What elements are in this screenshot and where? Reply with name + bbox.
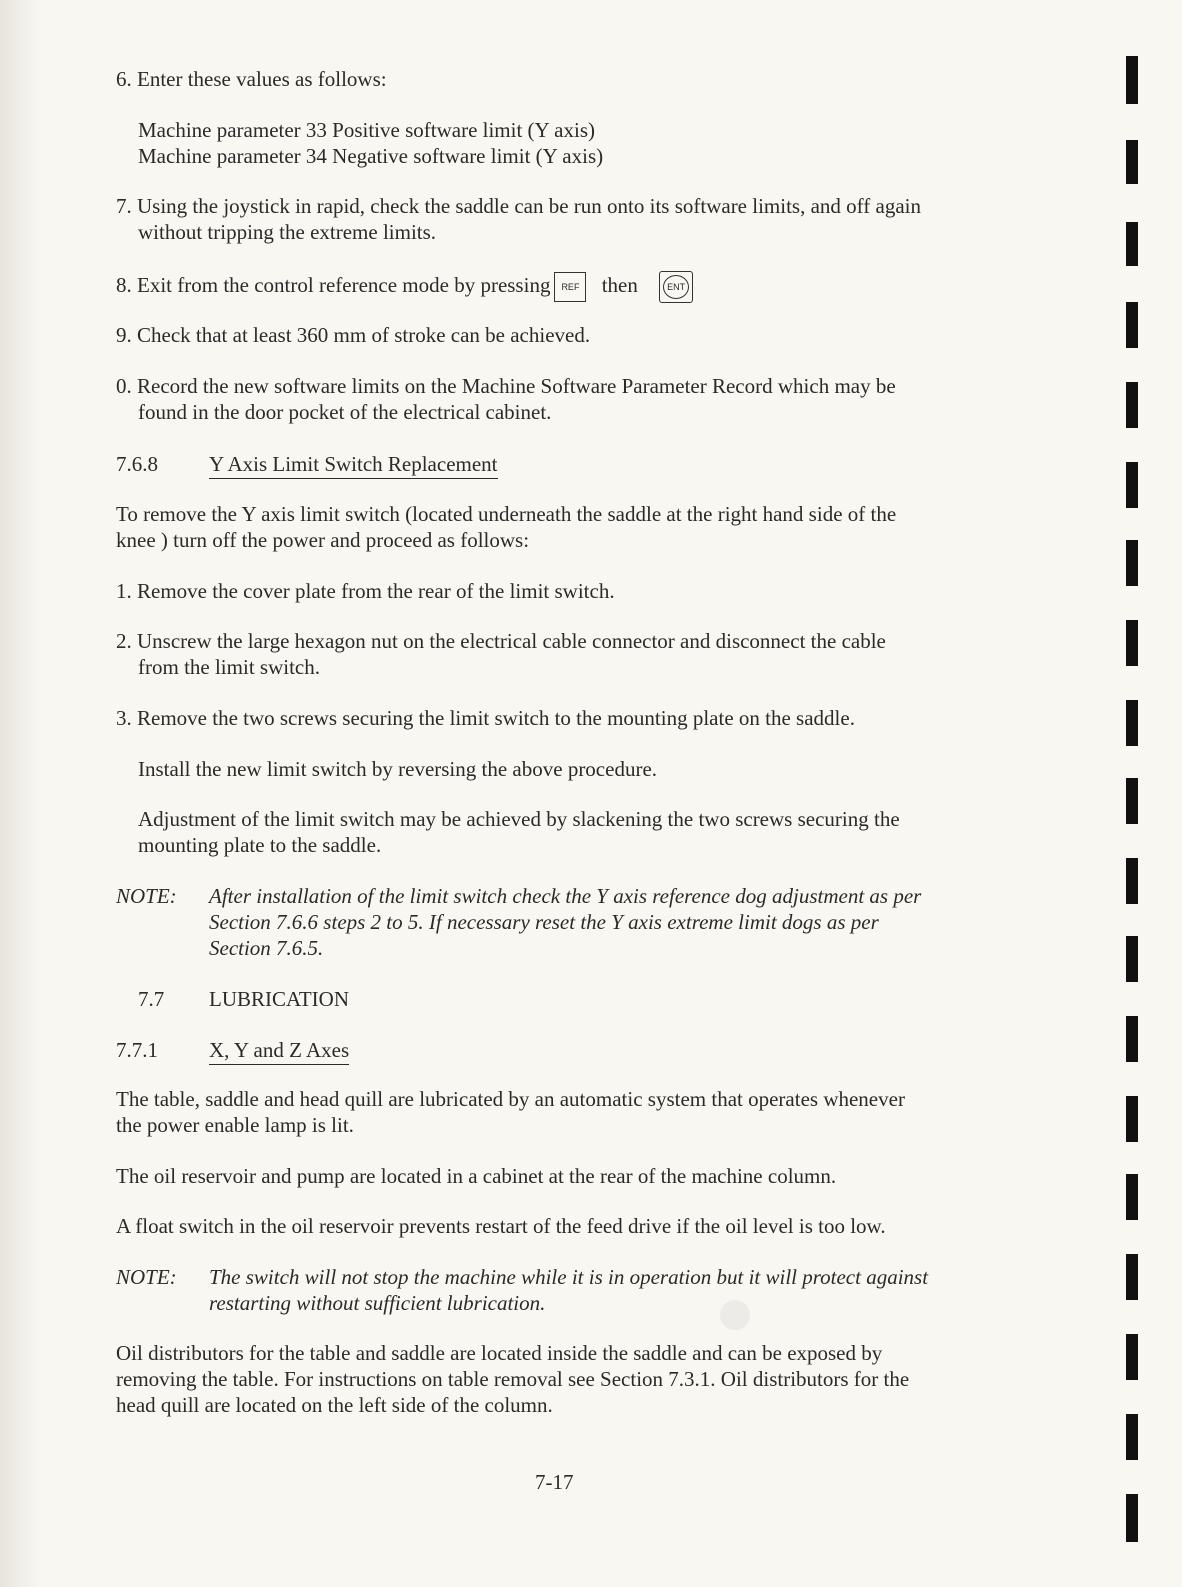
edge-index-bar (1126, 56, 1138, 104)
note-1-line1: After installation of the limit switch check the Y axis reference dog adjustment as per (209, 884, 922, 908)
note-2-line1: The switch will not stop the machine while it is in operation but it will protect against (209, 1265, 929, 1289)
lube-p1-line1: The table, saddle and head quill are lubricated by an automatic system that operates whenever (116, 1087, 905, 1111)
step-7-line1: 7. Using the joystick in rapid, check the saddle can be run onto its software limits, and off again (116, 194, 922, 218)
edge-index-bar (1126, 620, 1138, 666)
lube-p1-line2: the power enable lamp is lit. (116, 1113, 354, 1137)
section-7-6-8-intro-line2: knee ) turn off the power and proceed as follows: (116, 528, 530, 552)
section-7-7-number: 7.7 (138, 987, 165, 1011)
note-2-line2: restarting without sufficient lubrication. (209, 1291, 546, 1315)
note-1-line2: Section 7.6.6 steps 2 to 5. If necessary reset the Y axis extreme limit dogs as per (209, 910, 879, 934)
edge-index-bar (1126, 1096, 1138, 1142)
lube-p2: The oil reservoir and pump are located in a cabinet at the rear of the machine column. (116, 1164, 837, 1188)
y-switch-step-3: 3. Remove the two screws securing the limit switch to the mounting plate on the saddle. (116, 706, 855, 730)
edge-index-bar (1126, 462, 1138, 508)
section-7-6-8-intro-line1: To remove the Y axis limit switch (located underneath the saddle at the right hand side of the (116, 502, 897, 526)
edge-index-bar (1126, 1334, 1138, 1380)
edge-index-bar (1126, 1254, 1138, 1300)
ent-key-label: ENT (663, 275, 689, 299)
edge-index-bar (1126, 382, 1138, 428)
edge-index-bar (1126, 140, 1138, 184)
ref-key-icon: REF (554, 272, 586, 302)
scan-edge-shadow (0, 0, 40, 1587)
edge-index-bar (1126, 222, 1138, 266)
param-33-line: Machine parameter 33 Positive software limit (Y axis) (138, 118, 596, 142)
section-7-6-8-number: 7.6.8 (116, 452, 158, 476)
edge-index-bar (1126, 1174, 1138, 1220)
edge-index-bar (1126, 858, 1138, 904)
param-34-line: Machine parameter 34 Negative software limit (Y axis) (138, 144, 604, 168)
edge-index-bar (1126, 778, 1138, 824)
y-switch-step-2-line2: from the limit switch. (138, 655, 320, 679)
note-1-label: NOTE: (116, 884, 177, 908)
edge-index-bar (1126, 700, 1138, 746)
edge-index-bar (1126, 1016, 1138, 1062)
adjust-line2: mounting plate to the saddle. (138, 833, 382, 857)
edge-index-bar (1126, 1494, 1138, 1542)
section-7-7-title: LUBRICATION (209, 987, 349, 1011)
step-6: 6. Enter these values as follows: (116, 67, 387, 91)
edge-index-bar (1126, 936, 1138, 982)
y-switch-step-1: 1. Remove the cover plate from the rear of the limit switch. (116, 579, 615, 603)
install-instruction: Install the new limit switch by reversing the above procedure. (138, 757, 658, 781)
lube-p4-line3: head quill are located on the left side of the column. (116, 1393, 553, 1417)
page-number: 7-17 (535, 1470, 574, 1494)
section-7-7-1-number: 7.7.1 (116, 1038, 158, 1062)
lube-p4-line2: removing the table. For instructions on table removal see Section 7.3.1. Oil distributors for the (116, 1367, 910, 1391)
edge-index-bar (1126, 302, 1138, 348)
step-8-then: then (601, 272, 638, 297)
step-7-line2: without tripping the extreme limits. (138, 220, 437, 244)
note-1-line3: Section 7.6.5. (209, 936, 324, 960)
ent-key-icon (659, 271, 693, 303)
step-8-text: 8. Exit from the control reference mode by pressing (116, 272, 551, 297)
step-9: 9. Check that at least 360 mm of stroke can be achieved. (116, 323, 591, 347)
edge-index-bar (1126, 540, 1138, 586)
scan-smudge (720, 1300, 750, 1330)
lube-p3: A float switch in the oil reservoir prevents restart of the feed drive if the oil level is too low. (116, 1214, 886, 1238)
y-switch-step-2-line1: 2. Unscrew the large hexagon nut on the electrical cable connector and disconnect the cable (116, 629, 886, 653)
step-8 (116, 271, 693, 303)
adjust-line1: Adjustment of the limit switch may be achieved by slackening the two screws securing the (138, 807, 900, 831)
section-7-6-8-title: Y Axis Limit Switch Replacement (209, 451, 498, 479)
note-2-label: NOTE: (116, 1265, 177, 1289)
edge-index-bar (1126, 1414, 1138, 1460)
step-0-line1: 0. Record the new software limits on the Machine Software Parameter Record which may be (116, 374, 896, 398)
step-0-line2: found in the door pocket of the electrical cabinet. (138, 400, 552, 424)
lube-p4-line1: Oil distributors for the table and saddle are located inside the saddle and can be exposed by (116, 1341, 883, 1365)
section-7-7-1-title: X, Y and Z Axes (209, 1037, 349, 1065)
